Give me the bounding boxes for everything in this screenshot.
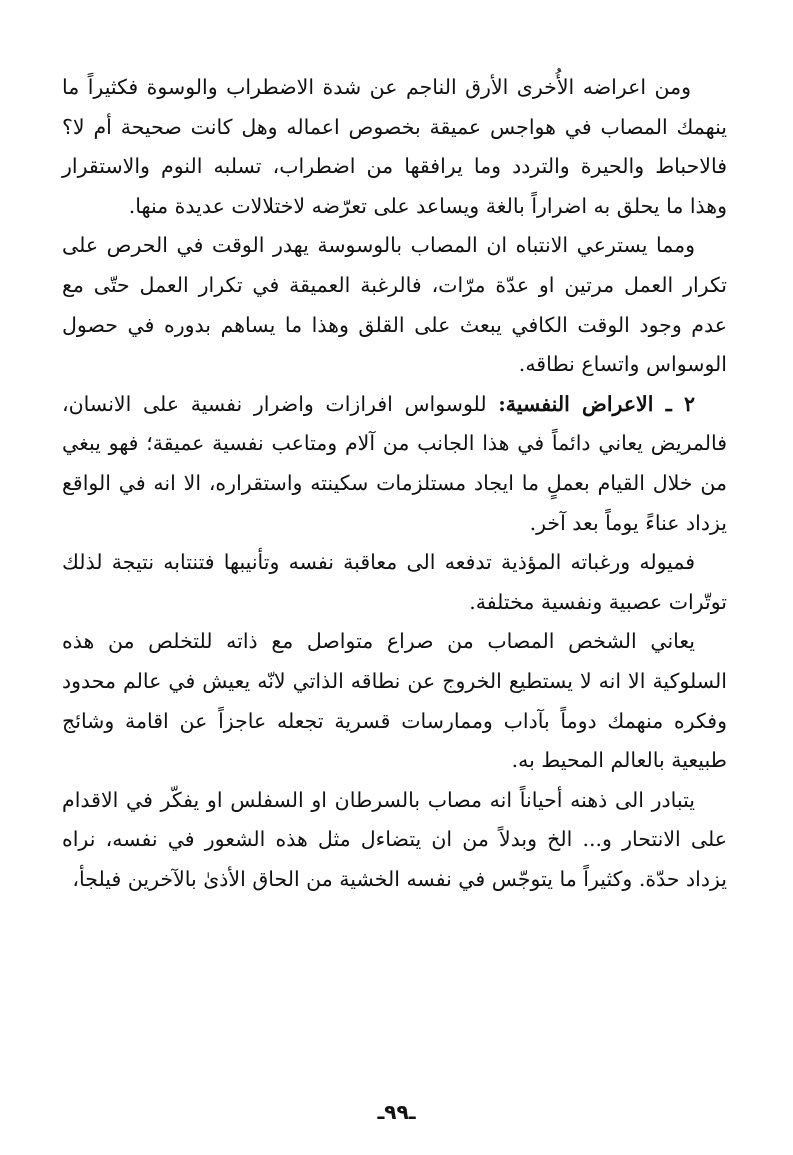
section-heading: ٢ ـ الاعراض النفسية: bbox=[498, 391, 695, 416]
paragraph-5: يعاني الشخص المصاب من صراع متواصل مع ذاته للتخلص من هذه السلوكية الا انه لا يستطيع الخروج عن نطاقه الذاتي لانّه يعيش في عالم محدود وفكره منهمك دوماً بآداب وممارسات قسرية تجعله عاجزاً عن اقامة وشائج طبيعية بالعالم المحيط به. bbox=[62, 629, 727, 773]
paragraph-1: ومن اعراضه الأُخرى الأرق الناجم عن شدة الاضطراب والوسوة فكثيراً ما ينهمك المصاب في هواجس عميقة بخصوص اعماله وهل كانت صحيحة أم لا؟ فالاحباط والحيرة والتردد وما يرافقها من اضطراب، تسلبه النوم والاستقرار وهذا ما يحلق به اضراراً بالغة ويساعد على تعرّضه لاختلالات عديدة منها. bbox=[62, 75, 727, 218]
page-number: ـ٩٩ـ bbox=[377, 1100, 416, 1124]
paragraph-6: يتبادر الى ذهنه أحياناً انه مصاب بالسرطان او السفلس او يفكّر في الاقدام على الانتحار و... الخ وبدلاً من ان يتضاءل مثل هذه الشعور في نفسه، نراه يزداد حدّة. وكثيراً ما يتوجّس في نفسه الخشية من الحاق الأذىٰ بالآخرين فيلجأ، bbox=[62, 787, 727, 891]
paragraph-4: فميوله ورغباته المؤذية تدفعه الى معاقبة نفسه وتأنيبها فتنتابه نتيجة لذلك توتّرات عصبية ونفسية مختلفة. bbox=[62, 550, 727, 614]
paragraph-3 bbox=[62, 385, 727, 543]
document-body bbox=[62, 68, 727, 899]
paragraph-3-text: للوسواس افرازات واضرار نفسية على الانسان، فالمريض يعاني دائماً في هذا الجانب من آلام ومتاعب نفسية عميقة؛ فهو يبغي من خلال القيام بعملٍ ما ايجاد مستلزمات سكينته واستقراره، الا انه في الواقع يزداد عناءً يوماً بعد آخر. bbox=[62, 391, 727, 535]
paragraph-2: ومما يسترعي الانتباه ان المصاب بالوسوسة يهدر الوقت في الحرص على تكرار العمل مرتين او عدّة مرّات، فالرغبة العميقة في تكرار العمل حتّى مع عدم وجود الوقت الكافي يبعث على القلق وهذا ما يساهم بدوره في حصول الوسواس واتساع نطاقه. bbox=[62, 233, 727, 377]
